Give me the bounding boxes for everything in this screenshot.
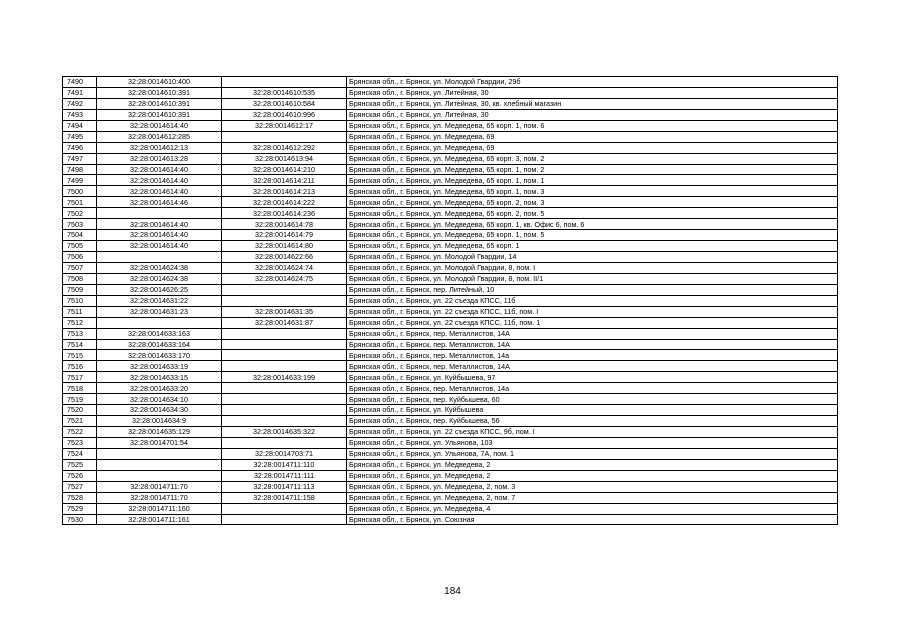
object-cadastral-number-cell: 32:28:0014633:199 <box>222 372 347 383</box>
row-number-cell: 7523 <box>63 437 97 448</box>
cadastral-number-cell: 32:28:0014613:28 <box>97 153 222 164</box>
object-cadastral-number-cell <box>222 339 347 350</box>
object-cadastral-number-cell <box>222 77 347 88</box>
address-cell: Брянская обл., г. Брянск, пер. Куйбышева, 56 <box>347 416 838 427</box>
object-cadastral-number-cell: 32:28:0014614:79 <box>222 230 347 241</box>
table-row <box>63 306 838 317</box>
row-number-cell: 7513 <box>63 328 97 339</box>
object-cadastral-number-cell: 32:28:0014614:236 <box>222 208 347 219</box>
cadastral-number-cell: 32:28:0014614:40 <box>97 175 222 186</box>
address-cell: Брянская обл., г. Брянск, пер. Металлистов, 14А <box>347 328 838 339</box>
row-number-cell: 7529 <box>63 503 97 514</box>
cadastral-number-cell: 32:28:0014634:9 <box>97 416 222 427</box>
row-number-cell: 7527 <box>63 481 97 492</box>
cadastral-number-cell: 32:28:0014614:40 <box>97 230 222 241</box>
cadastral-number-cell: 32:28:0014610:391 <box>97 87 222 98</box>
table-row <box>63 142 838 153</box>
cadastral-number-cell: 32:28:0014614:40 <box>97 186 222 197</box>
object-cadastral-number-cell <box>222 350 347 361</box>
row-number-cell: 7521 <box>63 416 97 427</box>
table-row <box>63 241 838 252</box>
row-number-cell: 7525 <box>63 459 97 470</box>
address-cell: Брянская обл., г. Брянск, ул. Медведева, 2 <box>347 459 838 470</box>
address-cell: Брянская обл., г. Брянск, ул. Литейная, 30, кв. хлебный магазин <box>347 98 838 109</box>
cadastral-number-cell: 32:28:0014614:40 <box>97 219 222 230</box>
cadastral-number-cell: 32:28:0014610:400 <box>97 77 222 88</box>
table-row <box>63 383 838 394</box>
row-number-cell: 7516 <box>63 361 97 372</box>
cadastral-number-cell: 32:28:0014633:163 <box>97 328 222 339</box>
object-cadastral-number-cell: 32:28:0014703:71 <box>222 448 347 459</box>
object-cadastral-number-cell: 32:28:0014610:535 <box>222 87 347 98</box>
object-cadastral-number-cell: 32:28:0014610:996 <box>222 109 347 120</box>
row-number-cell: 7504 <box>63 230 97 241</box>
object-cadastral-number-cell <box>222 514 347 525</box>
row-number-cell: 7524 <box>63 448 97 459</box>
cadastral-number-cell: 32:28:0014614:40 <box>97 164 222 175</box>
row-number-cell: 7514 <box>63 339 97 350</box>
row-number-cell: 7526 <box>63 470 97 481</box>
table-row <box>63 109 838 120</box>
cadastral-number-cell: 32:28:0014711:160 <box>97 503 222 514</box>
table-row <box>63 437 838 448</box>
object-cadastral-number-cell: 32:28:0014711:110 <box>222 459 347 470</box>
address-cell: Брянская обл., г. Брянск, ул. Медведева, 2 <box>347 470 838 481</box>
cadastral-number-cell: 32:28:0014635:129 <box>97 427 222 438</box>
row-number-cell: 7490 <box>63 77 97 88</box>
cadastral-number-cell: 32:28:0014624:38 <box>97 262 222 273</box>
table-row <box>63 514 838 525</box>
cadastral-number-cell: 32:28:0014631:22 <box>97 295 222 306</box>
table-row <box>63 394 838 405</box>
row-number-cell: 7506 <box>63 252 97 263</box>
table-row <box>63 459 838 470</box>
address-cell: Брянская обл., г. Брянск, ул. Куйбышева, 97 <box>347 372 838 383</box>
address-cell: Брянская обл., г. Брянск, ул. Медведева, 4 <box>347 503 838 514</box>
table-row <box>63 492 838 503</box>
address-cell: Брянская обл., г. Брянск, ул. Медведева, 69 <box>347 142 838 153</box>
object-cadastral-number-cell <box>222 131 347 142</box>
row-number-cell: 7500 <box>63 186 97 197</box>
cadastral-number-cell: 32:28:0014614:40 <box>97 120 222 131</box>
address-cell: Брянская обл., г. Брянск, ул. Медведева, 65 корп. 1, пом. 6 <box>347 120 838 131</box>
object-cadastral-number-cell: 32:28:0014711:158 <box>222 492 347 503</box>
object-cadastral-number-cell: 32:28:0014624:75 <box>222 273 347 284</box>
row-number-cell: 7511 <box>63 306 97 317</box>
table-row <box>63 230 838 241</box>
table-row <box>63 350 838 361</box>
cadastral-number-cell <box>97 459 222 470</box>
object-cadastral-number-cell: 32:28:0014610:584 <box>222 98 347 109</box>
table-row <box>63 317 838 328</box>
cadastral-number-cell: 32:28:0014633:170 <box>97 350 222 361</box>
table-row <box>63 427 838 438</box>
address-cell: Брянская обл., г. Брянск, ул. Союзная <box>347 514 838 525</box>
row-number-cell: 7509 <box>63 284 97 295</box>
table-row <box>63 295 838 306</box>
table-row <box>63 284 838 295</box>
row-number-cell: 7522 <box>63 427 97 438</box>
object-cadastral-number-cell <box>222 383 347 394</box>
cadastral-number-cell <box>97 317 222 328</box>
cadastral-number-cell <box>97 208 222 219</box>
address-cell: Брянская обл., г. Брянск, ул. Медведева, 65 корп. 1, пом. 5 <box>347 230 838 241</box>
address-cell: Брянская обл., г. Брянск, пер. Металлистов, 14А <box>347 361 838 372</box>
address-cell: Брянская обл., г. Брянск, ул. Медведева, 65 корп. 3, пом. 2 <box>347 153 838 164</box>
table-row <box>63 503 838 514</box>
address-cell: Брянская обл., г. Брянск, пер. Металлистов, 14а <box>347 350 838 361</box>
address-cell: Брянская обл., г. Брянск, ул. Молодой Гвардии, 29б <box>347 77 838 88</box>
cadastral-number-cell: 32:28:0014610:391 <box>97 98 222 109</box>
address-cell: Брянская обл., г. Брянск, ул. 22 съезда КПСС, 9б, пом. I <box>347 427 838 438</box>
address-cell: Брянская обл., г. Брянск, пер. Куйбышева, 60 <box>347 394 838 405</box>
object-cadastral-number-cell <box>222 416 347 427</box>
cadastral-number-cell: 32:28:0014624:38 <box>97 273 222 284</box>
table-row <box>63 448 838 459</box>
object-cadastral-number-cell: 32:28:0014612:292 <box>222 142 347 153</box>
address-cell: Брянская обл., г. Брянск, ул. Медведева, 65 корп. 1, кв. Офис 6, пом. 6 <box>347 219 838 230</box>
address-cell: Брянская обл., г. Брянск, ул. 22 съезда КПСС, 11б, пом. 1 <box>347 317 838 328</box>
object-cadastral-number-cell <box>222 284 347 295</box>
row-number-cell: 7528 <box>63 492 97 503</box>
table-row <box>63 262 838 273</box>
row-number-cell: 7493 <box>63 109 97 120</box>
table-row <box>63 339 838 350</box>
cadastral-number-cell <box>97 448 222 459</box>
table-row <box>63 98 838 109</box>
cadastral-number-cell: 32:28:0014612:13 <box>97 142 222 153</box>
row-number-cell: 7518 <box>63 383 97 394</box>
table-row <box>63 273 838 284</box>
table-row <box>63 197 838 208</box>
cadastral-number-cell: 32:28:0014711:161 <box>97 514 222 525</box>
object-cadastral-number-cell: 32:28:0014711:113 <box>222 481 347 492</box>
cadastral-number-cell <box>97 470 222 481</box>
address-cell: Брянская обл., г. Брянск, ул. Медведева, 65 корп. 1, пом. 2 <box>347 164 838 175</box>
table-row <box>63 164 838 175</box>
cadastral-number-cell: 32:28:0014634:30 <box>97 405 222 416</box>
address-cell: Брянская обл., г. Брянск, ул. 22 съезда КПСС, 11б <box>347 295 838 306</box>
object-cadastral-number-cell: 32:28:0014631:87 <box>222 317 347 328</box>
cadastral-number-cell: 32:28:0014633:19 <box>97 361 222 372</box>
cadastral-number-cell: 32:28:0014634:10 <box>97 394 222 405</box>
address-cell: Брянская обл., г. Брянск, ул. Медведева, 2, пом. 3 <box>347 481 838 492</box>
table-row <box>63 481 838 492</box>
object-cadastral-number-cell <box>222 328 347 339</box>
row-number-cell: 7505 <box>63 241 97 252</box>
cadastral-number-cell: 32:28:0014633:164 <box>97 339 222 350</box>
table-row <box>63 405 838 416</box>
row-number-cell: 7501 <box>63 197 97 208</box>
row-number-cell: 7517 <box>63 372 97 383</box>
address-cell: Брянская обл., г. Брянск, пер. Металлистов, 14а <box>347 383 838 394</box>
table-body <box>63 77 838 525</box>
cadastral-number-cell: 32:28:0014610:391 <box>97 109 222 120</box>
cadastral-number-cell: 32:28:0014711:70 <box>97 481 222 492</box>
row-number-cell: 7497 <box>63 153 97 164</box>
row-number-cell: 7512 <box>63 317 97 328</box>
cadastral-number-cell <box>97 252 222 263</box>
cadastral-number-cell: 32:28:0014701:54 <box>97 437 222 448</box>
object-cadastral-number-cell: 32:28:0014614:211 <box>222 175 347 186</box>
table-row <box>63 470 838 481</box>
cadastral-number-cell: 32:28:0014633:20 <box>97 383 222 394</box>
row-number-cell: 7508 <box>63 273 97 284</box>
page-number: 184 <box>444 586 461 597</box>
address-cell: Брянская обл., г. Брянск, ул. Молодой Гвардии, 14 <box>347 252 838 263</box>
table-row <box>63 361 838 372</box>
object-cadastral-number-cell: 32:28:0014631:35 <box>222 306 347 317</box>
table-row <box>63 120 838 131</box>
table-row <box>63 416 838 427</box>
row-number-cell: 7496 <box>63 142 97 153</box>
object-cadastral-number-cell: 32:28:0014635:322 <box>222 427 347 438</box>
address-cell: Брянская обл., г. Брянск, пер. Литейный, 10 <box>347 284 838 295</box>
table-row <box>63 372 838 383</box>
address-cell: Брянская обл., г. Брянск, ул. Ульянова, 103 <box>347 437 838 448</box>
address-cell: Брянская обл., г. Брянск, ул. Медведева, 2, пом. 7 <box>347 492 838 503</box>
object-cadastral-number-cell: 32:28:0014613:94 <box>222 153 347 164</box>
cadastral-number-cell: 32:28:0014711:70 <box>97 492 222 503</box>
object-cadastral-number-cell: 32:28:0014614:78 <box>222 219 347 230</box>
address-cell: Брянская обл., г. Брянск, ул. Литейная, 30 <box>347 109 838 120</box>
cadastral-number-cell: 32:28:0014614:40 <box>97 241 222 252</box>
object-cadastral-number-cell: 32:28:0014614:222 <box>222 197 347 208</box>
address-cell: Брянская обл., г. Брянск, ул. Медведева, 65 корп. 1, пом. 1 <box>347 175 838 186</box>
row-number-cell: 7495 <box>63 131 97 142</box>
cadastral-number-cell: 32:28:0014612:285 <box>97 131 222 142</box>
table-row <box>63 252 838 263</box>
address-cell: Брянская обл., г. Брянск, ул. Ульянова, 7А, пом. 1 <box>347 448 838 459</box>
object-cadastral-number-cell: 32:28:0014614:213 <box>222 186 347 197</box>
address-cell: Брянская обл., г. Брянск, ул. Молодой Гвардии, 8, пом. II/1 <box>347 273 838 284</box>
table-row <box>63 131 838 142</box>
address-cell: Брянская обл., г. Брянск, ул. Медведева, 69 <box>347 131 838 142</box>
object-cadastral-number-cell <box>222 503 347 514</box>
object-cadastral-number-cell <box>222 437 347 448</box>
object-cadastral-number-cell: 32:28:0014622:66 <box>222 252 347 263</box>
row-number-cell: 7494 <box>63 120 97 131</box>
row-number-cell: 7520 <box>63 405 97 416</box>
object-cadastral-number-cell <box>222 394 347 405</box>
row-number-cell: 7492 <box>63 98 97 109</box>
row-number-cell: 7491 <box>63 87 97 98</box>
cadastral-number-cell: 32:28:0014633:15 <box>97 372 222 383</box>
address-cell: Брянская обл., г. Брянск, ул. Медведева, 65 корп. 1 <box>347 241 838 252</box>
address-cell: Брянская обл., г. Брянск, пер. Металлистов, 14А <box>347 339 838 350</box>
row-number-cell: 7510 <box>63 295 97 306</box>
row-number-cell: 7519 <box>63 394 97 405</box>
address-cell: Брянская обл., г. Брянск, ул. Молодой Гвардии, 8, пом. I <box>347 262 838 273</box>
object-cadastral-number-cell: 32:28:0014624:74 <box>222 262 347 273</box>
table-row <box>63 208 838 219</box>
address-cell: Брянская обл., г. Брянск, ул. Медведева, 65 корп. 1, пом. 3 <box>347 186 838 197</box>
row-number-cell: 7515 <box>63 350 97 361</box>
cadastral-table <box>62 76 838 525</box>
row-number-cell: 7530 <box>63 514 97 525</box>
object-cadastral-number-cell <box>222 405 347 416</box>
address-cell: Брянская обл., г. Брянск, ул. Литейная, 30 <box>347 87 838 98</box>
address-cell: Брянская обл., г. Брянск, ул. Медведева, 65 корп. 2, пом. 5 <box>347 208 838 219</box>
table-row <box>63 219 838 230</box>
object-cadastral-number-cell: 32:28:0014711:111 <box>222 470 347 481</box>
table-row <box>63 328 838 339</box>
table-row <box>63 175 838 186</box>
address-cell: Брянская обл., г. Брянск, ул. Куйбышева <box>347 405 838 416</box>
cadastral-number-cell: 32:28:0014614:46 <box>97 197 222 208</box>
address-cell: Брянская обл., г. Брянск, ул. 22 съезда КПСС, 11б, пом. I <box>347 306 838 317</box>
row-number-cell: 7499 <box>63 175 97 186</box>
table-row <box>63 77 838 88</box>
row-number-cell: 7507 <box>63 262 97 273</box>
address-cell: Брянская обл., г. Брянск, ул. Медведева, 65 корп. 2, пом. 3 <box>347 197 838 208</box>
cadastral-number-cell: 32:28:0014626:25 <box>97 284 222 295</box>
object-cadastral-number-cell: 32:28:0014614:80 <box>222 241 347 252</box>
table-row <box>63 87 838 98</box>
object-cadastral-number-cell: 32:28:0014612:17 <box>222 120 347 131</box>
table-row <box>63 153 838 164</box>
object-cadastral-number-cell <box>222 295 347 306</box>
table-row <box>63 186 838 197</box>
row-number-cell: 7503 <box>63 219 97 230</box>
object-cadastral-number-cell: 32:28:0014614:210 <box>222 164 347 175</box>
object-cadastral-number-cell <box>222 361 347 372</box>
row-number-cell: 7498 <box>63 164 97 175</box>
row-number-cell: 7502 <box>63 208 97 219</box>
cadastral-number-cell: 32:28:0014631:23 <box>97 306 222 317</box>
